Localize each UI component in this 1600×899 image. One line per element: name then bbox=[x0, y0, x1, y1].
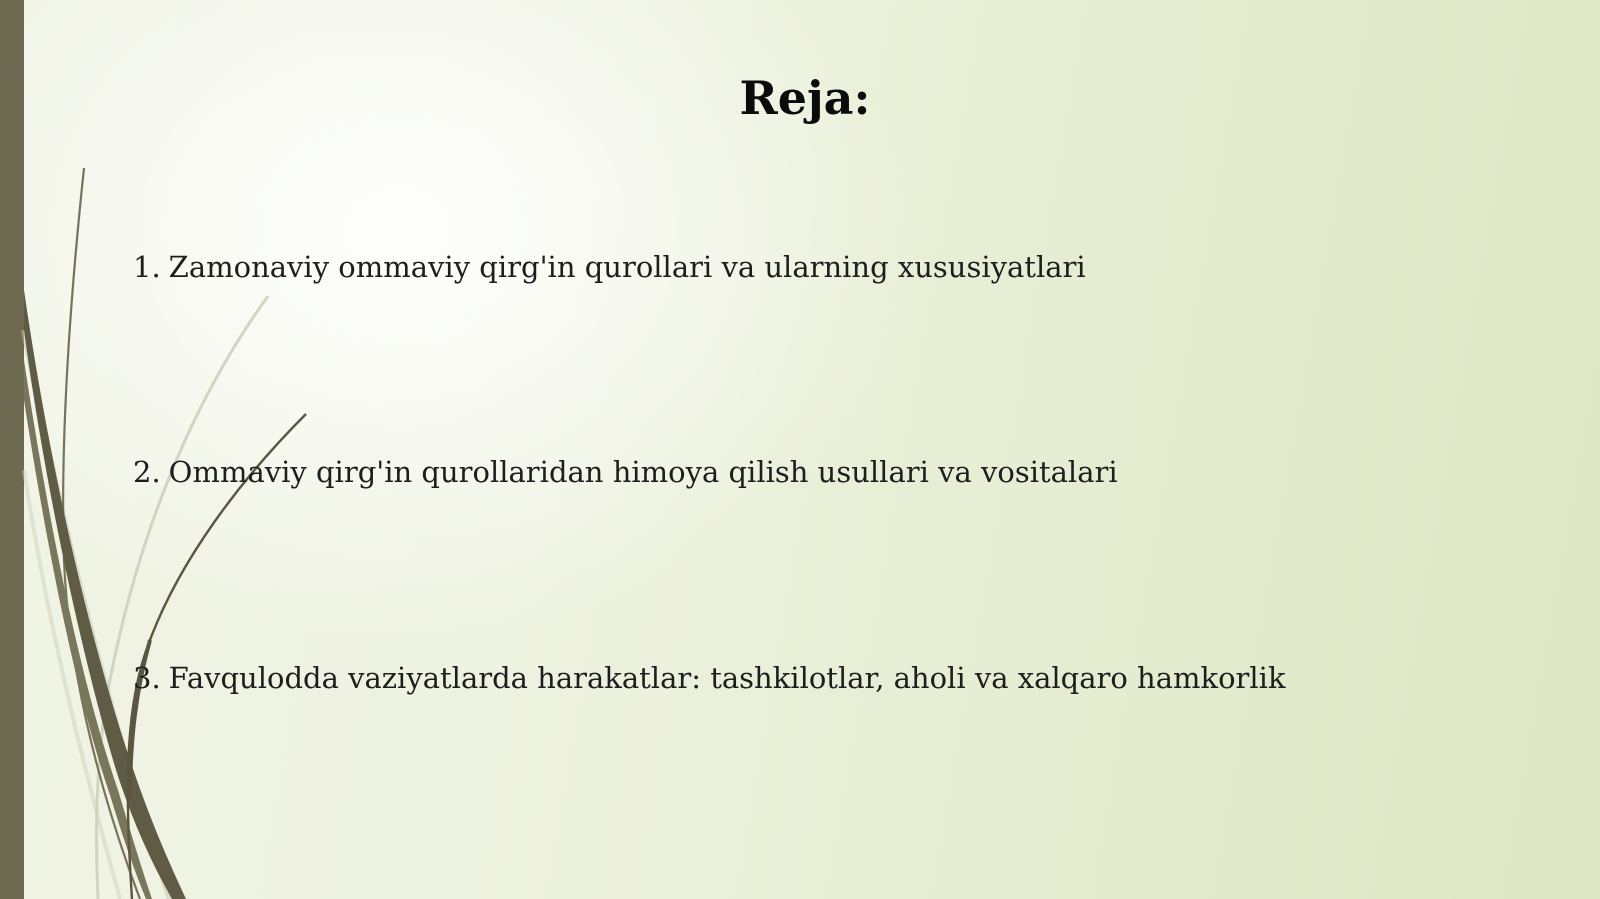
grass-blades-decoration bbox=[0, 0, 340, 899]
list-item bbox=[133, 661, 1286, 696]
list-item bbox=[133, 455, 1118, 490]
item-number: 3. bbox=[133, 661, 161, 695]
item-text: Favqulodda vaziyatlarda harakatlar: tashkilotlar, aholi va xalqaro hamkorlik bbox=[168, 661, 1286, 695]
slide-title: Reja: bbox=[739, 70, 871, 125]
item-number: 2. bbox=[133, 455, 161, 489]
item-number: 1. bbox=[133, 250, 161, 284]
list-item bbox=[133, 250, 1086, 285]
item-text: Ommaviy qirg'in qurollaridan himoya qilish usullari va vositalari bbox=[168, 455, 1118, 489]
item-text: Zamonaviy ommaviy qirg'in qurollari va ularning xususiyatlari bbox=[168, 250, 1086, 284]
